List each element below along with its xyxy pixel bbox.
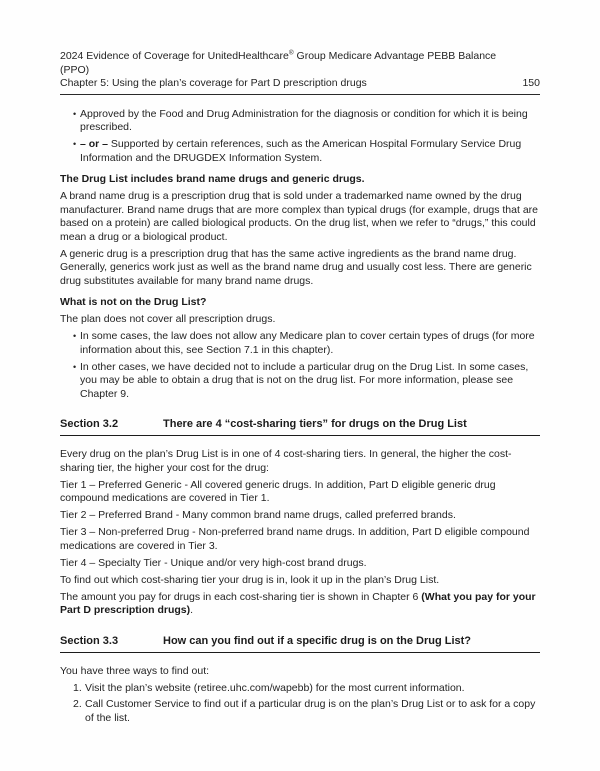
paragraph-tier-3: Tier 3 – Non-preferred Drug - Non-preferred brand name drugs. In addition, Part D eligible compound medications are covered in Tier 3.	[60, 526, 530, 552]
bullet-marker-icon: •	[73, 361, 77, 372]
header-title	[60, 50, 540, 64]
paragraph-amount-you-pay: The amount you pay for drugs in each cost-sharing tier is shown in Chapter 6 (What you pay for your Part D prescription drugs).	[60, 590, 536, 616]
step-number: 2.	[73, 698, 82, 710]
bullet-marker-icon: •	[73, 108, 77, 119]
bullet-item	[73, 330, 540, 357]
chapter-6-reference-emphasis: (What you pay for your Part D prescription drugs)	[60, 590, 536, 616]
header-title-line2: (PPO)	[60, 63, 90, 76]
header-title-text-cont: Group Medicare Advantage PEBB Balance	[293, 50, 497, 62]
bullet-text: In other cases, we have decided not to include a particular drug on the Drug List. In some cases, you may be able to obtain a drug that is not on the drug list. For more information, please see Chapter 9.	[80, 360, 529, 400]
bullet-item	[73, 361, 540, 402]
step-number: 1.	[73, 681, 82, 694]
list-item	[73, 698, 540, 725]
section-heading-3-3	[60, 634, 540, 653]
step-text: Call Customer Service to find out if a particular drug is on the plan’s Drug List or to ask for a copy of the list.	[85, 698, 536, 724]
paragraph-tier-1: Tier 1 – Preferred Generic - All covered generic drugs. In addition, Part D eligible generic drug compound medications are covered in Tier 1.	[60, 478, 496, 504]
section-heading-3-2	[60, 417, 540, 436]
bullet-item	[73, 138, 540, 165]
bullet-text: Approved by the Food and Drug Administration for the diagnosis or condition for which it is being prescribed.	[80, 107, 528, 133]
section-title: How can you find out if a specific drug is on the Drug List?	[163, 634, 472, 647]
bullet-marker-icon: •	[73, 139, 77, 149]
header-chapter: Chapter 5: Using the plan’s coverage for Part D prescription drugs	[60, 77, 367, 89]
bullet-text: In some cases, the law does not allow any Medicare plan to cover certain types of drugs (for more information about this, see Section 7.1 in this chapter).	[80, 330, 535, 356]
paragraph-tiers-intro: Every drug on the plan’s Drug List is in one of 4 cost-sharing tiers. In general, the higher the cost-sharing tier, the higher your cost for the drug:	[60, 448, 512, 474]
paragraph-tier-4: Tier 4 – Specialty Tier - Unique and/or very high-cost brand drugs.	[60, 556, 367, 569]
paragraph-three-ways: You have three ways to find out:	[60, 664, 210, 677]
page-body	[60, 108, 540, 726]
section-label: Section 3.3	[60, 634, 119, 647]
section-label: Section 3.2	[60, 418, 119, 430]
or-emphasis: – or –	[80, 138, 109, 150]
subheading-drug-list-includes: The Drug List includes brand name drugs and generic drugs.	[60, 173, 365, 185]
bullet-text: – or – Supported by certain references, such as the American Hospital Formulary Service Drug Information and the DRUGDEX Information System.	[80, 138, 522, 164]
not-covered-bullet-list	[60, 330, 540, 401]
step-text: Visit the plan’s website (retiree.uhc.com/wapebb) for the most current information.	[85, 681, 465, 694]
paragraph-tier-lookup: To find out which cost-sharing tier your drug is in, look it up in the plan’s Drug List.	[60, 573, 440, 586]
section-title: There are 4 “cost-sharing tiers” for drugs on the Drug List	[163, 418, 467, 430]
page-number: 150	[522, 77, 540, 89]
numbered-step-list	[60, 682, 540, 726]
paragraph-tier-2: Tier 2 – Preferred Brand - Many common brand name drugs, called preferred brands.	[60, 509, 456, 521]
criteria-bullet-list	[60, 108, 540, 166]
paragraph-brand-name-drug: A brand name drug is a prescription drug that is sold under a trademarked name owned by the drug manufacturer. Brand name drugs that are more complex than typical drugs (for example, drugs that are based on a protein) are called biological products. On the drug list, when we refer to “drugs,” this could mean a drug or a biological product.	[60, 190, 538, 243]
header-title-text: 2024 Evidence of Coverage for UnitedHealthcare	[60, 50, 289, 62]
paragraph-generic-drug: A generic drug is a prescription drug that has the same active ingredients as the brand name drug. Generally, generics work just as well as the brand name drug and usually cost less. There are generic drug substitutes available for many brand name drugs.	[60, 247, 532, 287]
header-chapter-row	[60, 77, 540, 91]
bullet-marker-icon: •	[73, 331, 77, 341]
page-header	[60, 50, 540, 95]
header-rule	[60, 94, 540, 95]
registered-trademark-symbol: ®	[288, 49, 294, 57]
list-item	[73, 682, 540, 696]
bullet-item	[73, 108, 540, 135]
paragraph-plan-coverage: The plan does not cover all prescription drugs.	[60, 313, 276, 325]
subheading-not-on-drug-list: What is not on the Drug List?	[60, 296, 207, 308]
